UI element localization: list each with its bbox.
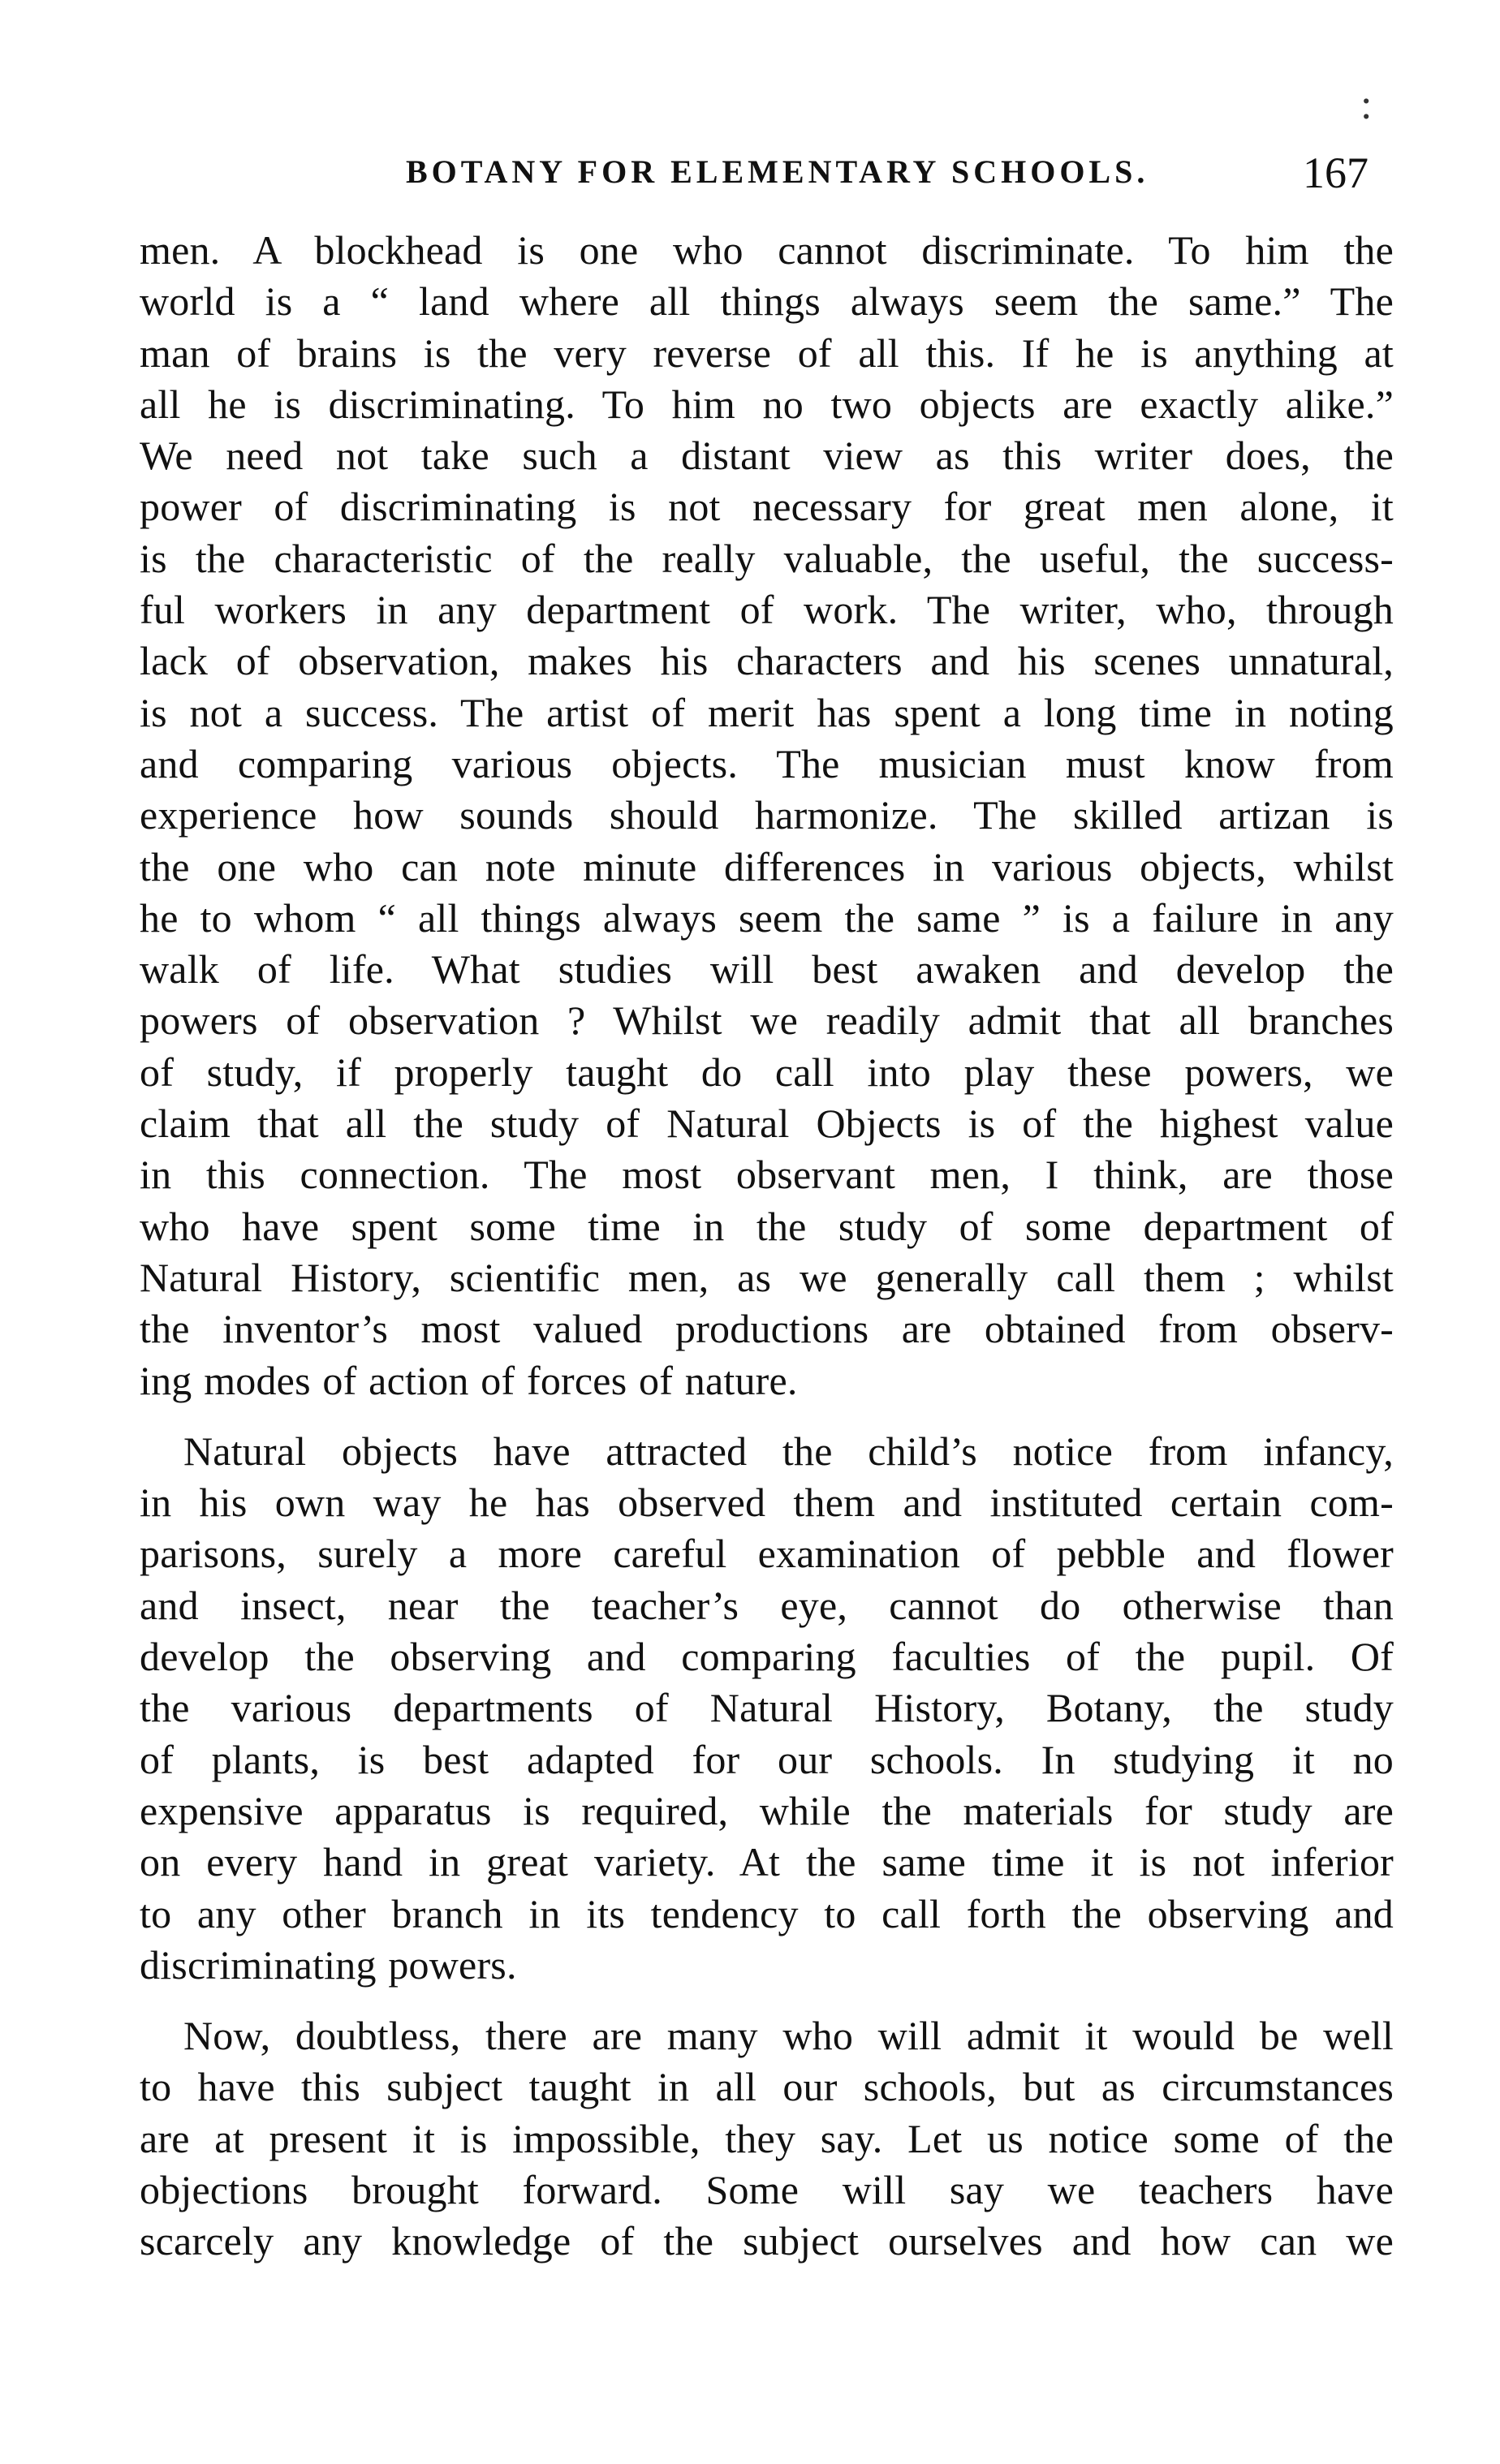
text-line: experience how sounds should harmonize. The skilled artizan is [140, 792, 1394, 838]
text-line: expensive apparatus is required, while the materials for study are [140, 1787, 1394, 1833]
text-line: We need not take such a distant view as this writer does, the [140, 433, 1394, 479]
text-line: and comparing various objects. The musician must know from [140, 740, 1394, 786]
text-line: develop the observing and comparing faculties of the pupil. Of [140, 1634, 1394, 1680]
paragraph-3 [140, 2010, 1394, 2267]
text-line: of study, if properly taught do call into play these powers, we [140, 1049, 1394, 1095]
text-line: who have spent some time in the study of some department of [140, 1203, 1394, 1249]
text-line: claim that all the study of Natural Objects is of the highest value [140, 1101, 1394, 1147]
text-line: is not a success. The artist of merit has spent a long time in noting [140, 689, 1394, 735]
text-line: lack of observation, makes his characters and his scenes unnatural, [140, 638, 1394, 684]
text-line: world is a “ land where all things always seem the same.” The [140, 278, 1394, 325]
text-line: of plants, is best adapted for our schools. In studying it no [140, 1736, 1394, 1782]
text-line: objections brought forward. Some will say we teachers have [140, 2166, 1394, 2212]
page-mark: : [1360, 82, 1373, 128]
text-line: the inventor’s most valued productions are obtained from observ- [140, 1306, 1394, 1352]
text-line: the various departments of Natural History, Botany, the study [140, 1685, 1394, 1731]
text-line: in his own way he has observed them and instituted certain com- [140, 1480, 1394, 1526]
text-line: men. A blockhead is one who cannot discriminate. To him the [140, 227, 1394, 273]
body-text [140, 225, 1394, 2268]
paragraph-2 [140, 1426, 1394, 1991]
text-line: power of discriminating is not necessary for great men alone, it [140, 484, 1394, 530]
text-line: man of brains is the very reverse of all this. If he is anything at [140, 330, 1394, 376]
paragraph-1 [140, 225, 1394, 1406]
text-line: the one who can note minute differences in various objects, whilst [140, 843, 1394, 890]
running-head-title: BOTANY FOR ELEMENTARY SCHOOLS. [406, 153, 1149, 190]
text-line: all he is discriminating. To him no two objects are exactly alike.” [140, 381, 1394, 427]
text-line: ful workers in any department of work. The writer, who, through [140, 587, 1394, 633]
text-line: Now, doubtless, there are many who will admit it would be well [183, 2013, 1394, 2059]
text-line: he to whom “ all things always seem the same ” is a failure in any [140, 894, 1394, 941]
text-line: is the characteristic of the really valuable, the useful, the success- [140, 535, 1394, 581]
text-line: and insect, near the teacher’s eye, cannot do otherwise than [140, 1582, 1394, 1628]
text-line: Natural objects have attracted the child’s notice from infancy, [183, 1428, 1394, 1474]
text-line: parisons, surely a more careful examination of pebble and flower [140, 1531, 1394, 1577]
text-line: powers of observation ? Whilst we readily admit that all branches [140, 997, 1394, 1044]
text-line: scarcely any knowledge of the subject ourselves and how can we [140, 2218, 1394, 2264]
text-line: ing modes of action of forces of nature. [140, 1357, 798, 1403]
text-line: to any other branch in its tendency to call forth the observing and [140, 1890, 1394, 1936]
text-line: to have this subject taught in all our schools, but as circumstances [140, 2064, 1394, 2110]
text-line: are at present it is impossible, they say. Let us notice some of the [140, 2115, 1394, 2161]
text-line: Natural History, scientific men, as we generally call them ; whilst [140, 1254, 1394, 1300]
text-line: walk of life. What studies will best awaken and develop the [140, 946, 1394, 993]
page-number: 167 [1303, 149, 1369, 197]
running-head [0, 144, 1500, 201]
text-line: discriminating powers. [140, 1941, 517, 1988]
text-line: in this connection. The most observant men, I think, are those [140, 1152, 1394, 1198]
text-line: on every hand in great variety. At the same time it is not inferior [140, 1839, 1394, 1885]
